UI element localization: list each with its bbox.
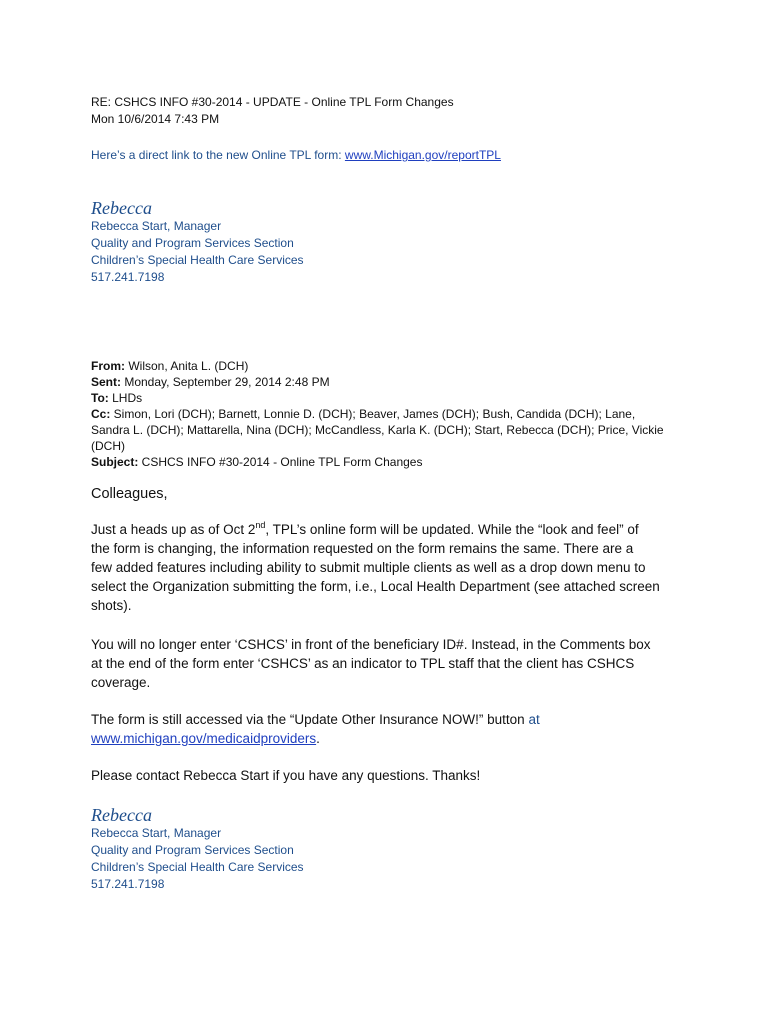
p1-line1-start: Just a heads up as of Oct 2	[91, 522, 256, 537]
signature-phone: 517.241.7198	[91, 877, 165, 891]
greeting: Colleagues,	[91, 486, 168, 502]
signature-org: Children’s Special Health Care Services	[91, 253, 304, 267]
subject-row	[91, 454, 691, 470]
signature-name-title: Rebecca Start, Manager	[91, 826, 222, 840]
paragraph-3	[91, 710, 691, 748]
p1-line1-end: , TPL’s online form will be updated. While the “look and feel” of	[265, 522, 639, 537]
from-value: Wilson, Anita L. (DCH)	[125, 359, 249, 373]
signature-org: Children’s Special Health Care Services	[91, 860, 304, 874]
reply-date: Mon 10/6/2014 7:43 PM	[91, 112, 220, 126]
p2-line2: at the end of the form enter ‘CSHCS’ as an indicator to TPL staff that the client has CSHCS	[91, 656, 635, 671]
p1-line3: few added features including ability to submit multiple clients as well as a drop down menu to	[91, 560, 646, 575]
signature-script-name: Rebecca	[91, 198, 152, 218]
cc-value-line3: (DCH)	[91, 439, 125, 453]
p2-line1: You will no longer enter ‘CSHCS’ in front of the beneficiary ID#. Instead, in the Comments box	[91, 637, 651, 652]
p3-line2	[91, 729, 691, 748]
subject-value: CSHCS INFO #30-2014 - Online TPL Form Changes	[138, 455, 423, 469]
from-label: From:	[91, 359, 125, 373]
p1-line5: shots).	[91, 598, 132, 613]
paragraph-2	[91, 635, 691, 692]
p2-line3: coverage.	[91, 675, 151, 690]
from-row	[91, 358, 691, 374]
signature-name-title: Rebecca Start, Manager	[91, 219, 222, 233]
signature-script-name: Rebecca	[91, 805, 152, 825]
subject-label: Subject:	[91, 455, 139, 469]
reply-header	[91, 94, 691, 128]
signature-section: Quality and Program Services Section	[91, 843, 294, 857]
p1-line4: select the Organization submitting the form, i.e., Local Health Department (see attached screen	[91, 579, 660, 594]
cc-row	[91, 406, 691, 422]
p1-line1	[91, 520, 691, 539]
p3-line1-text: The form is still accessed via the “Update Other Insurance NOW!” button	[91, 712, 529, 727]
cc-label: Cc:	[91, 407, 111, 421]
sent-label: Sent:	[91, 375, 121, 389]
paragraph-1	[91, 520, 691, 615]
cc-value-line1: Simon, Lori (DCH); Barnett, Lonnie D. (DCH); Beaver, James (DCH); Bush, Candida (DCH); Lane,	[110, 407, 636, 421]
to-label: To:	[91, 391, 109, 405]
report-tpl-link[interactable]: www.Michigan.gov/reportTPL	[344, 148, 501, 162]
paragraph-4: Please contact Rebecca Start if you have any questions. Thanks!	[91, 768, 481, 783]
sent-row	[91, 374, 691, 390]
medicaid-providers-link[interactable]: www.michigan.gov/medicaidproviders	[91, 731, 317, 746]
cc-value-line2: Sandra L. (DCH); Mattarella, Nina (DCH); McCandless, Karla K. (DCH); Start, Rebecca (DCH); Price, Vickie	[91, 423, 664, 437]
signature-section: Quality and Program Services Section	[91, 236, 294, 250]
p1-line2: the form is changing, the information requested on the form remains the same. There are a	[91, 541, 634, 556]
p1-superscript: nd	[255, 519, 266, 530]
intro-line	[91, 147, 691, 164]
p3-line1	[91, 710, 691, 729]
sent-value: Monday, September 29, 2014 2:48 PM	[121, 375, 330, 389]
reply-subject: RE: CSHCS INFO #30-2014 - UPDATE - Online TPL Form Changes	[91, 95, 454, 109]
signature-bottom	[91, 804, 691, 893]
p3-period: .	[316, 731, 320, 746]
intro-text: Here’s a direct link to the new Online TPL form:	[91, 148, 345, 162]
original-message-header	[91, 358, 691, 470]
to-value: LHDs	[108, 391, 143, 405]
to-row	[91, 390, 691, 406]
signature-top	[91, 197, 691, 286]
p3-at-word: at	[528, 712, 540, 727]
signature-phone: 517.241.7198	[91, 270, 165, 284]
